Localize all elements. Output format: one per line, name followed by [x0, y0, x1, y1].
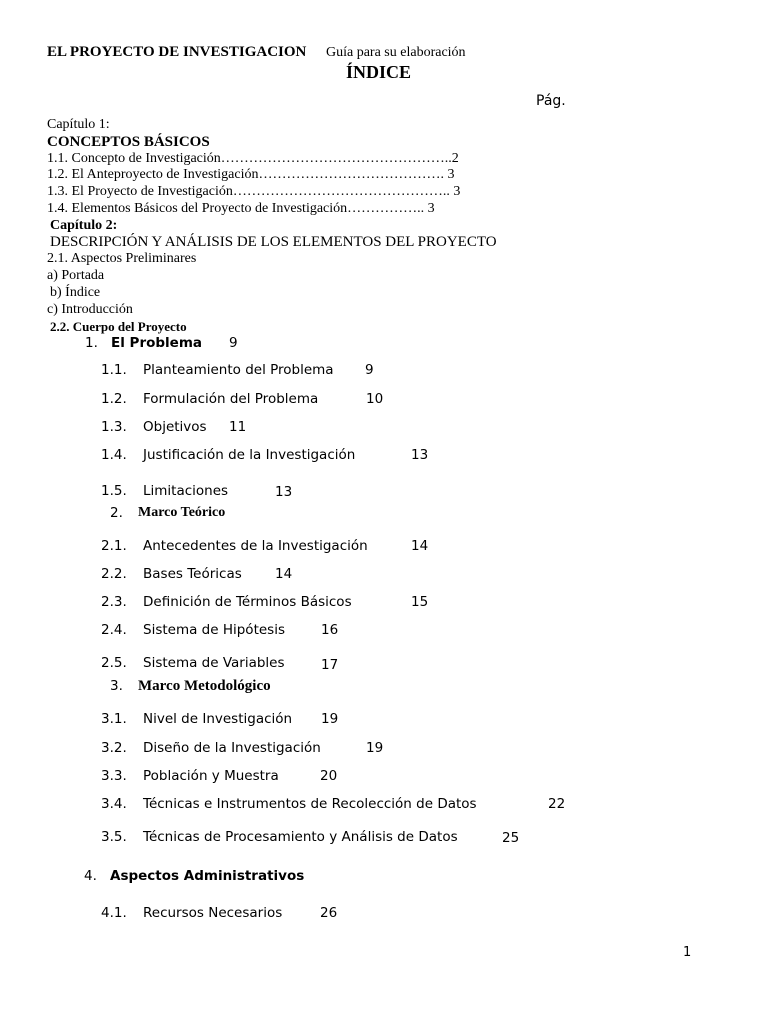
item-1-4-number: 1.4. [101, 447, 127, 463]
prelim-item-portada: a) Portada [47, 268, 105, 283]
item-3-3-title: Población y Muestra [143, 768, 279, 784]
item-1-3-page: 11 [229, 419, 247, 435]
item-3-5-number: 3.5. [101, 829, 127, 845]
item-2-5-number: 2.5. [101, 655, 127, 671]
item-3-1-page: 19 [321, 711, 339, 727]
item-1-3-number: 1.3. [101, 419, 127, 435]
item-1-4-page: 13 [411, 447, 429, 463]
item-4-1-number: 4.1. [101, 905, 127, 921]
item-3-3-number: 3.3. [101, 768, 127, 784]
toc-entry-1-1: 1.1. Concepto de Investigación…………………………………………..2 [47, 151, 459, 166]
index-title: ÍNDICE [346, 62, 412, 82]
item-2-1-page: 14 [411, 538, 429, 554]
item-3-4-page: 22 [548, 796, 566, 812]
item-2-2-number: 2.2. [101, 566, 127, 582]
item-1-2-number: 1.2. [101, 391, 127, 407]
section-1-number: 1. [85, 335, 98, 351]
item-1-2-title: Formulación del Problema [143, 391, 319, 407]
toc-entry-1-3: 1.3. El Proyecto de Investigación……………………………………….. 3 [47, 184, 461, 199]
item-1-1-title: Planteamiento del Problema [143, 362, 334, 378]
chapter1-title: CONCEPTOS BÁSICOS [47, 134, 210, 150]
toc-entry-1-2: 1.2. El Anteproyecto de Investigación…………………………………. 3 [47, 167, 455, 182]
section-4-title: Aspectos Administrativos [110, 868, 305, 884]
item-2-3-number: 2.3. [101, 594, 127, 610]
item-3-4-number: 3.4. [101, 796, 127, 812]
item-3-2-page: 19 [366, 740, 384, 756]
item-1-5-title: Limitaciones [143, 483, 229, 499]
project-body-heading: 2.2. Cuerpo del Proyecto [50, 319, 187, 334]
item-1-5-page: 13 [275, 484, 293, 500]
item-2-1-number: 2.1. [101, 538, 127, 554]
section-3-number: 3. [110, 678, 123, 694]
item-1-4-title: Justificación de la Investigación [143, 447, 356, 463]
footer-page-number: 1 [683, 945, 692, 960]
section-2-title: Marco Teórico [138, 505, 226, 520]
section-1-title: El Problema [111, 335, 202, 351]
chapter2-label: Capítulo 2: [50, 218, 118, 233]
item-2-5-page: 17 [321, 657, 339, 673]
item-3-2-number: 3.2. [101, 740, 127, 756]
item-3-1-title: Nivel de Investigación [143, 711, 293, 727]
page-column-label: Pág. [536, 93, 566, 109]
item-1-2-page: 10 [366, 391, 384, 407]
chapter1-label: Capítulo 1: [47, 117, 110, 132]
item-3-2-title: Diseño de la Investigación [143, 740, 321, 756]
item-4-1-title: Recursos Necesarios [143, 905, 283, 921]
item-2-5-title: Sistema de Variables [143, 655, 285, 671]
item-3-3-page: 20 [320, 768, 338, 784]
item-3-1-number: 3.1. [101, 711, 127, 727]
prelim-item-indice: b) Índice [50, 285, 101, 300]
item-2-4-number: 2.4. [101, 622, 127, 638]
item-3-4-title: Técnicas e Instrumentos de Recolección de Datos [143, 796, 477, 812]
item-2-4-title: Sistema de Hipótesis [143, 622, 285, 638]
item-3-5-page: 25 [502, 830, 520, 846]
section-4-number: 4. [84, 868, 97, 884]
toc-entry-1-4: 1.4. Elementos Básicos del Proyecto de Investigación…………….. 3 [47, 201, 435, 216]
section-1-page: 9 [229, 335, 238, 351]
preliminary-aspects-heading: 2.1. Aspectos Preliminares [47, 251, 197, 266]
item-2-3-page: 15 [411, 594, 429, 610]
item-1-1-page: 9 [365, 362, 374, 378]
item-2-4-page: 16 [321, 622, 339, 638]
prelim-item-introduccion: c) Introducción [47, 302, 133, 317]
item-2-3-title: Definición de Términos Básicos [143, 594, 352, 610]
chapter2-title: DESCRIPCIÓN Y ANÁLISIS DE LOS ELEMENTOS DEL PROYECTO [50, 234, 497, 250]
item-3-5-title: Técnicas de Procesamiento y Análisis de Datos [143, 829, 458, 845]
section-2-number: 2. [110, 505, 123, 521]
document-subtitle: Guía para su elaboración [326, 45, 466, 60]
item-4-1-page: 26 [320, 905, 338, 921]
item-1-1-number: 1.1. [101, 362, 127, 378]
item-1-5-number: 1.5. [101, 483, 127, 499]
item-1-3-title: Objetivos [143, 419, 207, 435]
document-title: EL PROYECTO DE INVESTIGACION [47, 44, 307, 60]
item-2-1-title: Antecedentes de la Investigación [143, 538, 368, 554]
section-3-title: Marco Metodológico [138, 678, 271, 694]
item-2-2-page: 14 [275, 566, 293, 582]
item-2-2-title: Bases Teóricas [143, 566, 242, 582]
